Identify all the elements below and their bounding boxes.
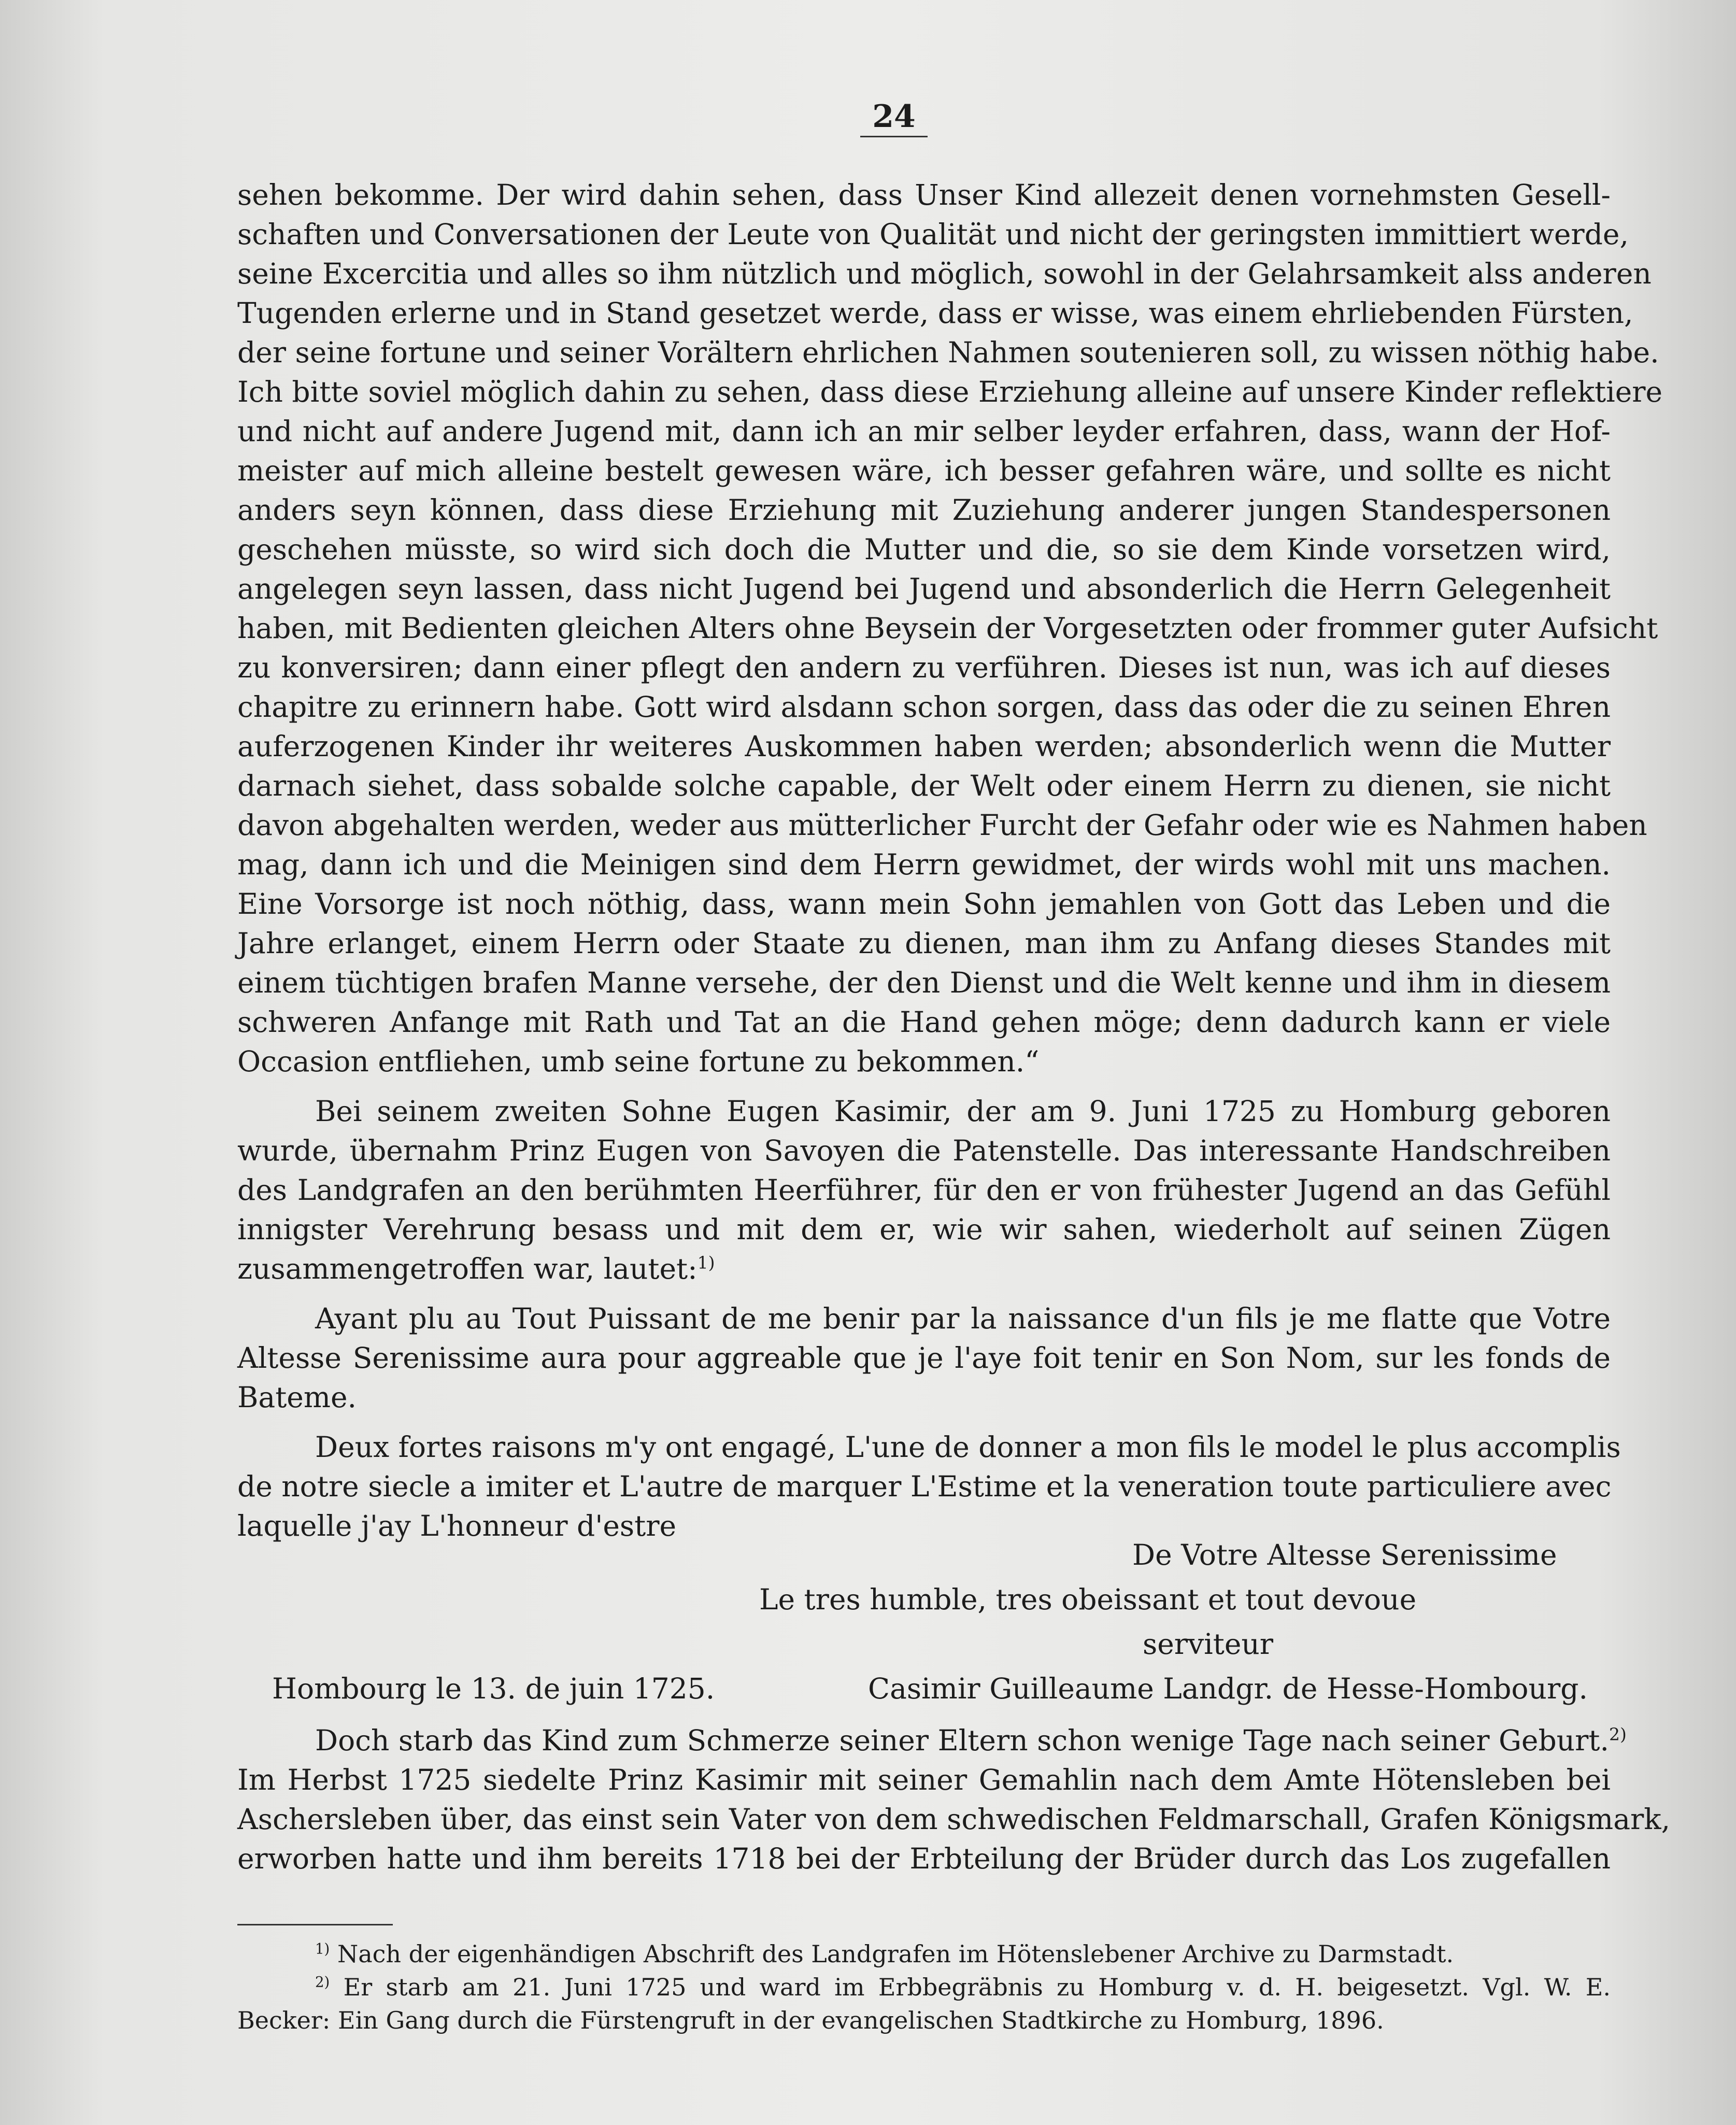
- body-text: [237, 175, 1663, 1546]
- footnotes: [237, 1937, 1611, 2037]
- paragraph-5: [237, 1721, 1671, 1878]
- text-line: darnach siehet, dass sobalde solche capable, der Welt oder einem Herrn zu dienen, sie nicht: [237, 769, 1611, 802]
- footnote-rule: [237, 1924, 393, 1925]
- text-line: einem tüchtigen brafen Manne versehe, der den Dienst und die Welt kenne und ihm in diesem: [237, 966, 1611, 999]
- text-line: chapitre zu erinnern habe. Gott wird alsdann schon sorgen, dass das oder die zu seinen Ehren: [237, 690, 1611, 724]
- text-line: innigster Verehrung besass und mit dem er, wie wir sahen, wiederholt auf seinen Zügen: [237, 1213, 1611, 1246]
- footnote-ref-2: 2): [1609, 1724, 1627, 1745]
- footnote-2-continued: Becker: Ein Gang durch die Fürstengruft in der evangelischen Stadtkirche zu Homburg, 1896.: [237, 2006, 1384, 2034]
- text-line: auferzogenen Kinder ihr weiteres Auskommen haben werden; absonderlich wenn die Mutter: [237, 730, 1611, 763]
- footnote-marker: 1): [315, 1940, 330, 1958]
- text-line: Bateme.: [237, 1381, 357, 1414]
- text-line: davon abgehalten werden, weder aus mütterlicher Furcht der Gefahr oder wie es Nahmen haben: [237, 809, 1647, 842]
- text-line: [237, 1721, 1627, 1760]
- text-line: haben, mit Bedienten gleichen Alters ohne Beysein der Vorgesetzten oder frommer guter Aufsicht: [237, 612, 1658, 645]
- paragraph-4: [237, 1427, 1621, 1546]
- closing-servant: serviteur: [1143, 1627, 1274, 1661]
- text-line: meister auf mich alleine bestelt gewesen wäre, ich besser gefahren wäre, und sollte es nicht: [237, 454, 1611, 487]
- text-line: Eine Vorsorge ist noch nöthig, dass, wann mein Sohn jemahlen von Gott das Leben und die: [237, 887, 1611, 920]
- paragraph-2: [237, 1092, 1611, 1288]
- text-line: schaften und Conversationen der Leute von Qualität und nicht der geringsten immittiert werde,: [237, 218, 1629, 251]
- text-line: geschehen müsste, so wird sich doch die Mutter und die, so sie dem Kinde vorsetzen wird,: [237, 533, 1611, 566]
- footnote-text: Er starb am 21. Juni 1725 und ward im Erbbegräbnis zu Homburg v. d. H. beigesetzt. Vgl. W. E.: [343, 1973, 1611, 2001]
- footnote-marker: 2): [315, 1973, 330, 1991]
- text-line: Ich bitte soviel möglich dahin zu sehen, dass diese Erziehung alleine auf unsere Kinder reflektiere: [237, 375, 1663, 408]
- text-line: Altesse Serenissime aura pour aggreable que je l'aye foit tenir en Son Nom, sur les fonds de: [237, 1341, 1611, 1375]
- page-number: 24: [872, 98, 916, 135]
- text-line: Deux fortes raisons m'y ont engagé, L'une de donner a mon fils le model le plus accomplis: [315, 1430, 1621, 1464]
- text-line: seine Excercitia und alles so ihm nützlich und möglich, sowohl in der Gelahrsamkeit alss anderen: [237, 257, 1652, 290]
- text-line: sehen bekomme. Der wird dahin sehen, dass Unser Kind allezeit denen vornehmsten Gesell-: [237, 178, 1611, 211]
- text-line: Tugenden erlerne und in Stand gesetzet werde, dass er wisse, was einem ehrliebenden Fürsten,: [237, 296, 1633, 330]
- text-line: mag, dann ich und die Meinigen sind dem Herrn gewidmet, der wirds wohl mit uns machen.: [237, 848, 1611, 881]
- page-number-rule: [860, 136, 928, 137]
- footnote-ref-1: 1): [697, 1252, 715, 1273]
- text-line: Occasion entfliehen, umb seine fortune zu bekommen.“: [237, 1045, 1040, 1078]
- text-line: Ayant plu au Tout Puissant de me benir par la naissance d'un fils je me flatte que Votre: [315, 1302, 1611, 1335]
- text-line: und nicht auf andere Jugend mit, dann ich an mir selber leyder erfahren, dass, wann der Hof-: [237, 415, 1611, 448]
- text-line: angelegen seyn lassen, dass nicht Jugend bei Jugend und absonderlich die Herrn Gelegenheit: [237, 572, 1611, 605]
- closing-place-date: Hombourg le 13. de juin 1725.: [272, 1672, 715, 1705]
- text-line: [237, 1249, 1611, 1288]
- text-line: erworben hatte und ihm bereits 1718 bei der Erbteilung der Brüder durch das Los zugefallen: [237, 1842, 1611, 1875]
- text-line-content: zusammengetroffen war, lautet:: [237, 1252, 698, 1285]
- text-line: der seine fortune und seiner Vorältern ehrlichen Nahmen soutenieren soll, zu wissen nöthig habe.: [237, 336, 1659, 369]
- text-line: schweren Anfange mit Rath und Tat an die Hand gehen möge; denn dadurch kann er viele: [237, 1005, 1611, 1039]
- text-line: Aschersleben über, das einst sein Vater von dem schwedischen Feldmarschall, Grafen Königsmark,: [237, 1803, 1671, 1836]
- text-line: anders seyn können, dass diese Erziehung mit Zuziehung anderer jungen Standespersonen: [237, 493, 1611, 527]
- text-line: de notre siecle a imiter et L'autre de marquer L'Estime et la veneration toute particuliere avec: [237, 1470, 1612, 1503]
- paragraph-3: [237, 1299, 1611, 1417]
- footnote-text: Nach der eigenhändigen Abschrift des Landgrafen im Hötenslebener Archive zu Darmstadt.: [337, 1940, 1454, 1968]
- paragraph-1: [237, 175, 1663, 1081]
- closing-salutation: De Votre Altesse Serenissime: [1132, 1538, 1557, 1571]
- text-line: des Landgrafen an den berühmten Heerführer, für den er von frühester Jugend an das Gefühl: [237, 1173, 1611, 1207]
- closing-signature: Casimir Guilleaume Landgr. de Hesse-Hombourg.: [868, 1672, 1588, 1705]
- text-line: Jahre erlanget, einem Herrn oder Staate zu dienen, man ihm zu Anfang dieses Standes mit: [237, 927, 1611, 960]
- text-line: Bei seinem zweiten Sohne Eugen Kasimir, der am 9. Juni 1725 zu Homburg geboren: [315, 1095, 1611, 1128]
- closing-humble: Le tres humble, tres obeissant et tout devoue: [759, 1583, 1417, 1616]
- footnote-2: [237, 1971, 1611, 2004]
- text-line: laquelle j'ay L'honneur d'estre: [237, 1509, 677, 1542]
- text-line: zu konversiren; dann einer pflegt den andern zu verführen. Dieses ist nun, was ich auf dieses: [237, 651, 1611, 684]
- text-line: wurde, übernahm Prinz Eugen von Savoyen die Patenstelle. Das interessante Handschreiben: [237, 1134, 1611, 1167]
- text-line-content: Doch starb das Kind zum Schmerze seiner Eltern schon wenige Tage nach seiner Geburt.: [315, 1724, 1609, 1757]
- footnote-1: [237, 1937, 1611, 1971]
- text-line: Im Herbst 1725 siedelte Prinz Kasimir mit seiner Gemahlin nach dem Amte Hötensleben bei: [237, 1763, 1611, 1796]
